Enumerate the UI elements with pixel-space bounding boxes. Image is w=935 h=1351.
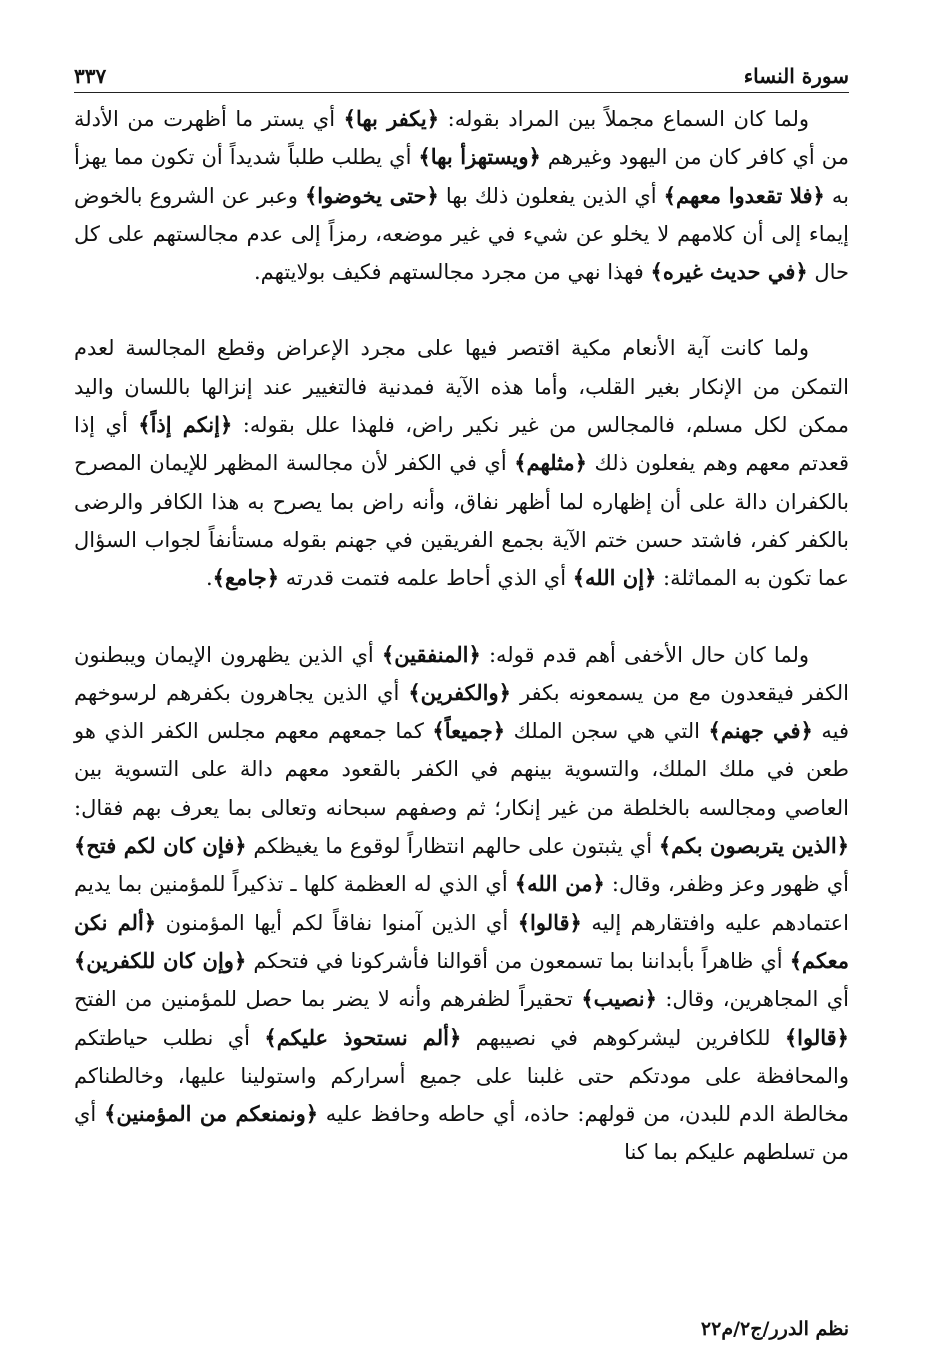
paragraph: [74, 329, 849, 597]
commentary-text: أي يستر ما أظهرت من الأدلة من أي كافر كان من اليهود وغيرهم: [74, 107, 849, 170]
commentary-text: للكافرين ليشركوهم في نصيبهم: [461, 1025, 785, 1050]
commentary-text: أي الذين آمنوا نفاقاً لكم أيها المؤمنون: [156, 910, 518, 935]
quran-quote: ﴿حتى يخوضوا﴾: [304, 182, 439, 208]
commentary-text: تحقيراً لظفرهم وأنه لا يضر بما حصل للمؤمنين من الفتح: [74, 987, 582, 1012]
commentary-text: أي يطلب طلباً شديداً أن تكون مما يهزأ به: [74, 145, 849, 208]
commentary-text: أي الذين يجاهرون بكفرهم لرسوخهم فيه: [74, 680, 849, 744]
commentary-text: التي هي سجن الملك: [505, 719, 709, 744]
quran-quote: ﴿والكفرين﴾: [408, 679, 511, 705]
quran-quote: ﴿قالوا﴾: [517, 909, 582, 935]
quran-quote: ﴿قالوا﴾: [784, 1024, 849, 1050]
quran-quote: ﴿مثلهم﴾: [514, 450, 587, 476]
commentary-text: أي الذين يفعلون ذلك بها: [438, 183, 664, 208]
quran-quote: ﴿الذين يتربصون بكم﴾: [658, 833, 850, 859]
quran-quote: ﴿ويستهزأ بها﴾: [418, 144, 541, 170]
commentary-text: أي الذين يظهرون الإيمان ويبطنون الكفر فيقعدون مع من يسمعونه بكفر: [74, 642, 849, 705]
quran-quote: ﴿من الله﴾: [514, 871, 605, 897]
page-number: ٣٣٧: [74, 64, 107, 88]
commentary-text: ولما كان السماع مجملاً بين المراد بقوله:: [439, 107, 809, 131]
quran-quote: ﴿ونمنعكم من المؤمنين﴾: [104, 1101, 319, 1127]
quran-quote: ﴿في جهنم﴾: [708, 718, 813, 744]
commentary-text: فهذا نهي من مجرد مجالستهم فكيف بولايتهم.: [253, 260, 651, 285]
quran-quote: ﴿إن الله﴾: [572, 565, 657, 591]
commentary-text: أي من تسلطهم عليكم بما كنا: [74, 1102, 849, 1165]
commentary-text: أي نطلب حياطتكم والمحافظة على مودتكم حتى غلبنا على جميع أسراركم واستولينا عليها، وخالطناكم مخالطة الدم للبدن، من قولهم: حاذه، أي حاطه وحافظ عليه: [74, 1025, 850, 1127]
signature-mark: نظم الدرر/ج٢/م٢٢: [700, 1318, 849, 1340]
commentary-text: أي ظاهراً بأبداننا بما تسمعون من أقوالنا فأشركونا في فتحكم: [246, 948, 790, 973]
commentary-text: أي المجاهرين، وقال:: [656, 987, 849, 1012]
commentary-text: ولما كانت آية الأنعام مكية اقتصر فيها على مجرد الإعراض وقطع المجالسة لعدم التمكن من الإنكار بغير القلب، وأما هذه الآية فمدنية فالتغيير عند إنزالها باللسان واليد ممكن لكل مسلم، فالمجالس من غير نكير راض، فلهذا علل بقوله:: [74, 336, 849, 438]
quran-quote: ﴿فلا تقعدوا معهم﴾: [663, 182, 825, 208]
commentary-text: ولما كان حال الأخفى أهم قدم قوله:: [480, 642, 809, 667]
paragraph: [74, 100, 849, 291]
quran-quote: ﴿جميعاً﴾: [432, 718, 506, 744]
commentary-text: .: [205, 566, 213, 591]
page-body: [74, 100, 849, 1172]
quran-quote: ﴿جامع﴾: [212, 565, 280, 591]
commentary-text: أي يثبتون على حالهم انتظاراً لوقوع ما يغيظكم: [246, 834, 659, 859]
page-header: [74, 54, 849, 93]
quran-quote: ﴿ألم نستحوذ عليكم﴾: [264, 1024, 462, 1050]
commentary-text: أي في الكفر لأن مجالسة المظهر للإيمان المصرح بالكفران دالة على أن إظهاره لما أظهر نفاق، وأنه راض بما يصرح به هذا الكافر والرضى بالكفر كفر، فاشتد حسن ختم الآية بجمع الفريقين في جهنم بقوله مستأنفاً لجواب السؤال عما تكون به المماثلة:: [74, 451, 849, 591]
commentary-text: كما جمعهم معهم مجلس الكفر الذي هو طعن في ملك الملك، والتسوية بينهم في الكفر بالقعود معهم دالة على التسوية بين العاصي ومجالسه بالخلطة من غير إنكار؛ ثم وصفهم سبحانه وتعالى بما يعرف بهم فقال:: [74, 719, 849, 820]
quran-quote: ﴿المنفقين﴾: [381, 641, 481, 667]
quran-quote: ﴿في حديث غيره﴾: [650, 259, 808, 285]
quran-quote: ﴿فإن كان لكم فتح﴾: [74, 833, 247, 859]
quran-quote: ﴿ألم نكن معكم﴾: [74, 909, 849, 973]
commentary-text: أي الذي أحاط علمه فتمت قدرته: [279, 566, 573, 591]
commentary-text: أي ظهور وعز وظفر، وقال:: [604, 872, 849, 897]
commentary-text: وعبر عن الشروع بالخوض إيماء إلى أن كلامهم لا يخلو عن شيء في غير موضعه، رمزاً إلى عدم مجالستهم على كل حال: [74, 183, 849, 285]
quran-quote: ﴿إنكم إذاً﴾: [138, 412, 233, 438]
paragraph: [74, 636, 849, 1172]
quran-quote: ﴿يكفر بها﴾: [343, 106, 440, 131]
quran-quote: ﴿نصيب﴾: [581, 986, 657, 1012]
commentary-text: أي إذا قعدتم معهم وهم يفعلون ذلك: [74, 413, 850, 476]
quran-quote: ﴿وإن كان للكفرين﴾: [74, 947, 247, 973]
surah-title: سورة النساء: [743, 64, 849, 88]
commentary-text: أي الذي له العظمة كلها ـ تذكيراً للمؤمنين بما يديم اعتمادهم عليه وافتقارهم إليه: [74, 872, 849, 935]
